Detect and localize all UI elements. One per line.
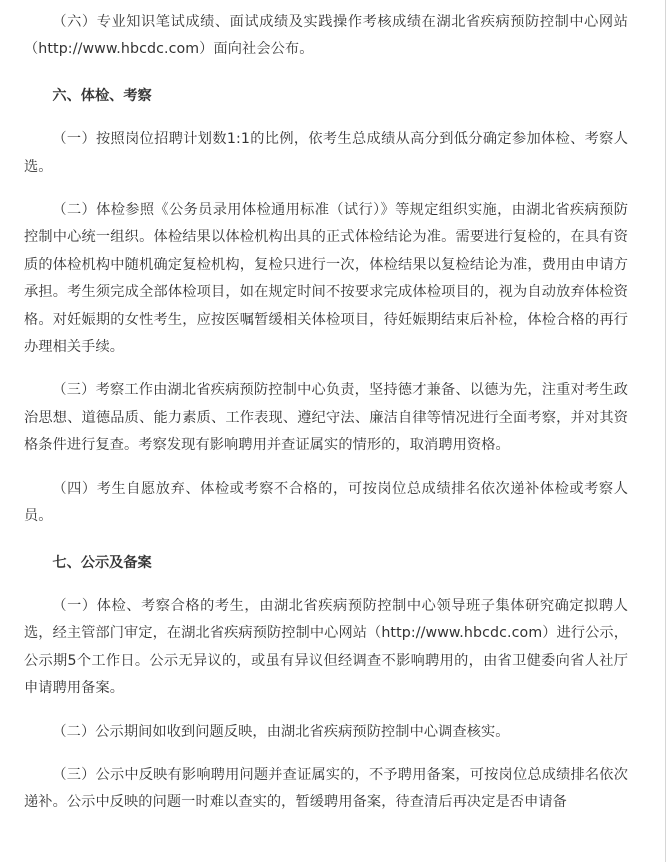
paragraph-scores-publication: （六）专业知识笔试成绩、面试成绩及实践操作考核成绩在湖北省疾病预防控制中心网站（http://www.hbcdc.com）面向社会公布。 — [24, 14, 628, 58]
paragraph-exam-candidates: （一）按照岗位招聘计划数1:1的比例，依考生总成绩从高分到低分确定参加体检、考察人选。 — [24, 131, 628, 175]
paragraph-exam-standards: （二）体检参照《公务员录用体检通用标准（试行）》等规定组织实施，由湖北省疾病预防控制中心统一组织。体检结果以体检机构出具的正式体检结论为准。需要进行复检的，在具有资质的体检机构中随机确定复检机构，复检只进行一次，体检结果以复检结论为准，费用由申请方承担。考生须完成全部体检项目，如在规定时间不按要求完成体检项目的，视为自动放弃体检资格。对妊娠期的女性考生，应按医嘱暂缓相关体检项目，待妊娠期结束后补检，体检合格的再行办理相关手续。 — [24, 202, 628, 356]
paragraph-complaint-handling: （二）公示期间如收到问题反映，由湖北省疾病预防控制中心调查核实。 — [52, 723, 510, 740]
section-heading-publicity: 七、公示及备案 — [52, 554, 152, 571]
paragraph-verified-issues: （三）公示中反映有影响聘用问题并查证属实的，不予聘用备案，可按岗位总成绩排名依次递补。公示中反映的问题一时难以查实的，暂缓聘用备案，待查清后再决定是否申请备 — [24, 766, 628, 811]
paragraph-publicity-procedure: （一）体检、考察合格的考生，由湖北省疾病预防控制中心领导班子集体研究确定拟聘人选，经主管部门审定，在湖北省疾病预防控制中心网站（http://www.hbcdc.com）进行公示，公示期5个工作日。公示无异议的，或虽有异议但经调查不影响聘用的，由省卫健委向省人社厅申请聘用备案。 — [24, 597, 628, 697]
paragraph-inspection: （三）考察工作由湖北省疾病预防控制中心负责，坚持德才兼备、以德为先，注重对考生政治思想、道德品质、能力素质、工作表现、遵纪守法、廉洁自律等情况进行全面考察，并对其资格条件进行复查。考察发现有影响聘用并查证属实的情形的，取消聘用资格。 — [24, 382, 628, 454]
paragraph-substitution: （四）考生自愿放弃、体检或考察不合格的，可按岗位总成绩排名依次递补体检或考察人员。 — [24, 480, 628, 525]
section-heading-physical-exam: 六、体检、考察 — [52, 87, 152, 104]
document-content — [24, 9, 628, 817]
